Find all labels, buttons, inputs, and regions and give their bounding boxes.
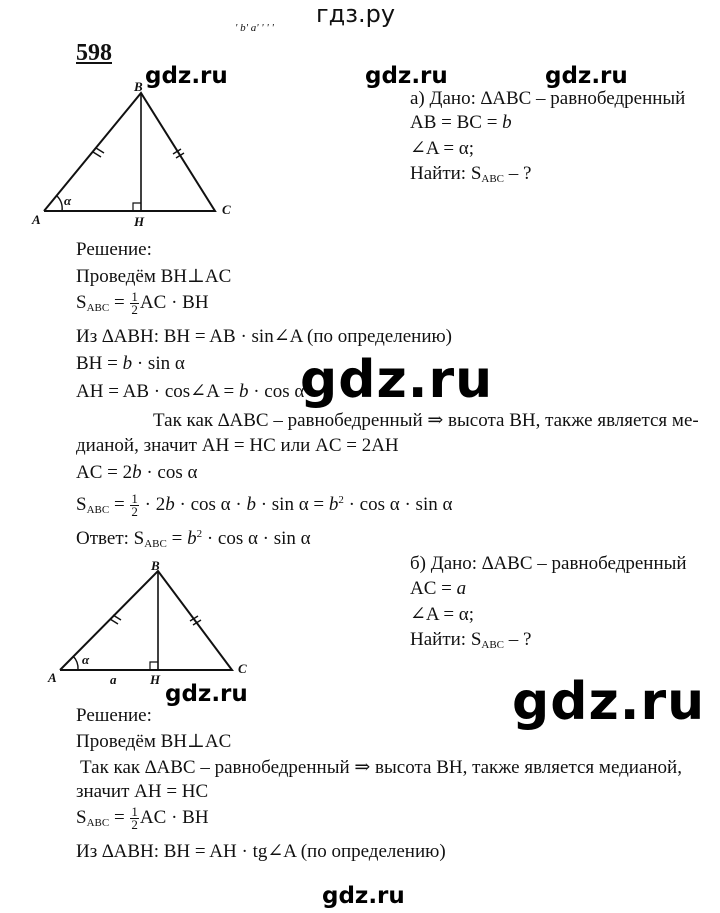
- label-a-b: A: [48, 670, 57, 685]
- watermark: gdz.ru: [145, 63, 228, 89]
- given-title-a: а) Дано: ∆ABC – равнобедренный: [410, 88, 686, 109]
- watermark: gdz.ru: [322, 883, 405, 909]
- step8-a: $S_{ABC}$ = $\frac{1}{2}$ · $2b \cdot \cos \alpha \cdot b \cdot \sin \alpha = b^2 \cdot \cos \alpha \cdot \sin \alpha$: [76, 491, 453, 520]
- step6b-a: дианой, значит AH = HC или AC = 2AH: [76, 435, 399, 456]
- given-1-a: AB = BC = b: [410, 112, 512, 133]
- step3-b: $S_{ABC}$ = $\frac{1}{2}$ AC · BH: [76, 804, 209, 833]
- step7-a: AC = 2b · cos α: [76, 462, 198, 483]
- step1-b: Проведём BH⊥AC: [76, 731, 232, 752]
- given-2-a: ∠A = α;: [410, 138, 475, 159]
- step1-a: Проведём BH⊥AC: [76, 266, 232, 287]
- angle-arc-b: [73, 656, 78, 670]
- watermark: gdz.ru: [545, 63, 628, 89]
- step2-a: $S_{ABC}$ = $\frac{1}{2}$ AC · BH: [76, 289, 209, 318]
- label-alpha-a: α: [64, 193, 72, 208]
- site-title[interactable]: гдз.ру: [316, 0, 396, 28]
- watermark: gdz.ru: [365, 63, 448, 89]
- watermark-large: gdz.ru: [512, 672, 706, 732]
- step2b-b: значит AH = HC: [76, 781, 209, 802]
- watermark: gdz.ru: [165, 681, 248, 707]
- label-c-b: C: [238, 661, 247, 676]
- given-2-b: ∠A = α;: [410, 604, 475, 625]
- step4-a: BH = b · sin α: [76, 353, 185, 374]
- given-title-b: б) Дано: ∆ABC – равнобедренный: [410, 553, 687, 574]
- label-h-a: H: [134, 214, 145, 229]
- solution-title-b: Решение:: [76, 705, 152, 726]
- header-marks: ʹ bʹ aʹ ʹ ʹ ʹ: [235, 22, 274, 34]
- label-a-a: A: [32, 212, 41, 227]
- label-b-b: B: [151, 558, 160, 573]
- find-b: Найти: $S_{ABC}$ – ?: [410, 629, 532, 651]
- step3-a: Из ∆ABH: BH = AB · sin∠A (по определению): [76, 326, 453, 347]
- right-angle-mark-b: [150, 662, 158, 670]
- label-b-a: B: [134, 79, 143, 94]
- answer-a: Ответ: $S_{ABC} = b^2 \cdot \cos \alpha \cdot \sin \alpha$: [76, 528, 311, 550]
- label-a-side-b: a: [110, 672, 117, 687]
- step5-a: AH = AB · cos∠A = b · cos α: [76, 381, 305, 402]
- problem-number: 598: [76, 40, 112, 66]
- given-1-b: AC = a: [410, 578, 467, 599]
- tick-ab-b-1: [110, 619, 118, 624]
- tick-ab-b-2: [113, 615, 121, 620]
- step6-a: Так как ∆ABC – равнобедренный ⇒ высота BH, также является ме-: [153, 410, 699, 431]
- label-c-a: C: [222, 202, 231, 217]
- watermark-large: gdz.ru: [300, 350, 494, 410]
- step2-b: Так как ∆ABC – равнобедренный ⇒ высота BH, также является медианой,: [80, 757, 682, 778]
- find-a: Найти: $S_{ABC}$ – ?: [410, 163, 532, 185]
- step4-b: Из ∆ABH: BH = AH · tg∠A (по определению): [76, 841, 446, 862]
- label-h-b: H: [150, 672, 161, 687]
- label-alpha-b: α: [82, 652, 90, 667]
- solution-title-a: Решение:: [76, 239, 152, 260]
